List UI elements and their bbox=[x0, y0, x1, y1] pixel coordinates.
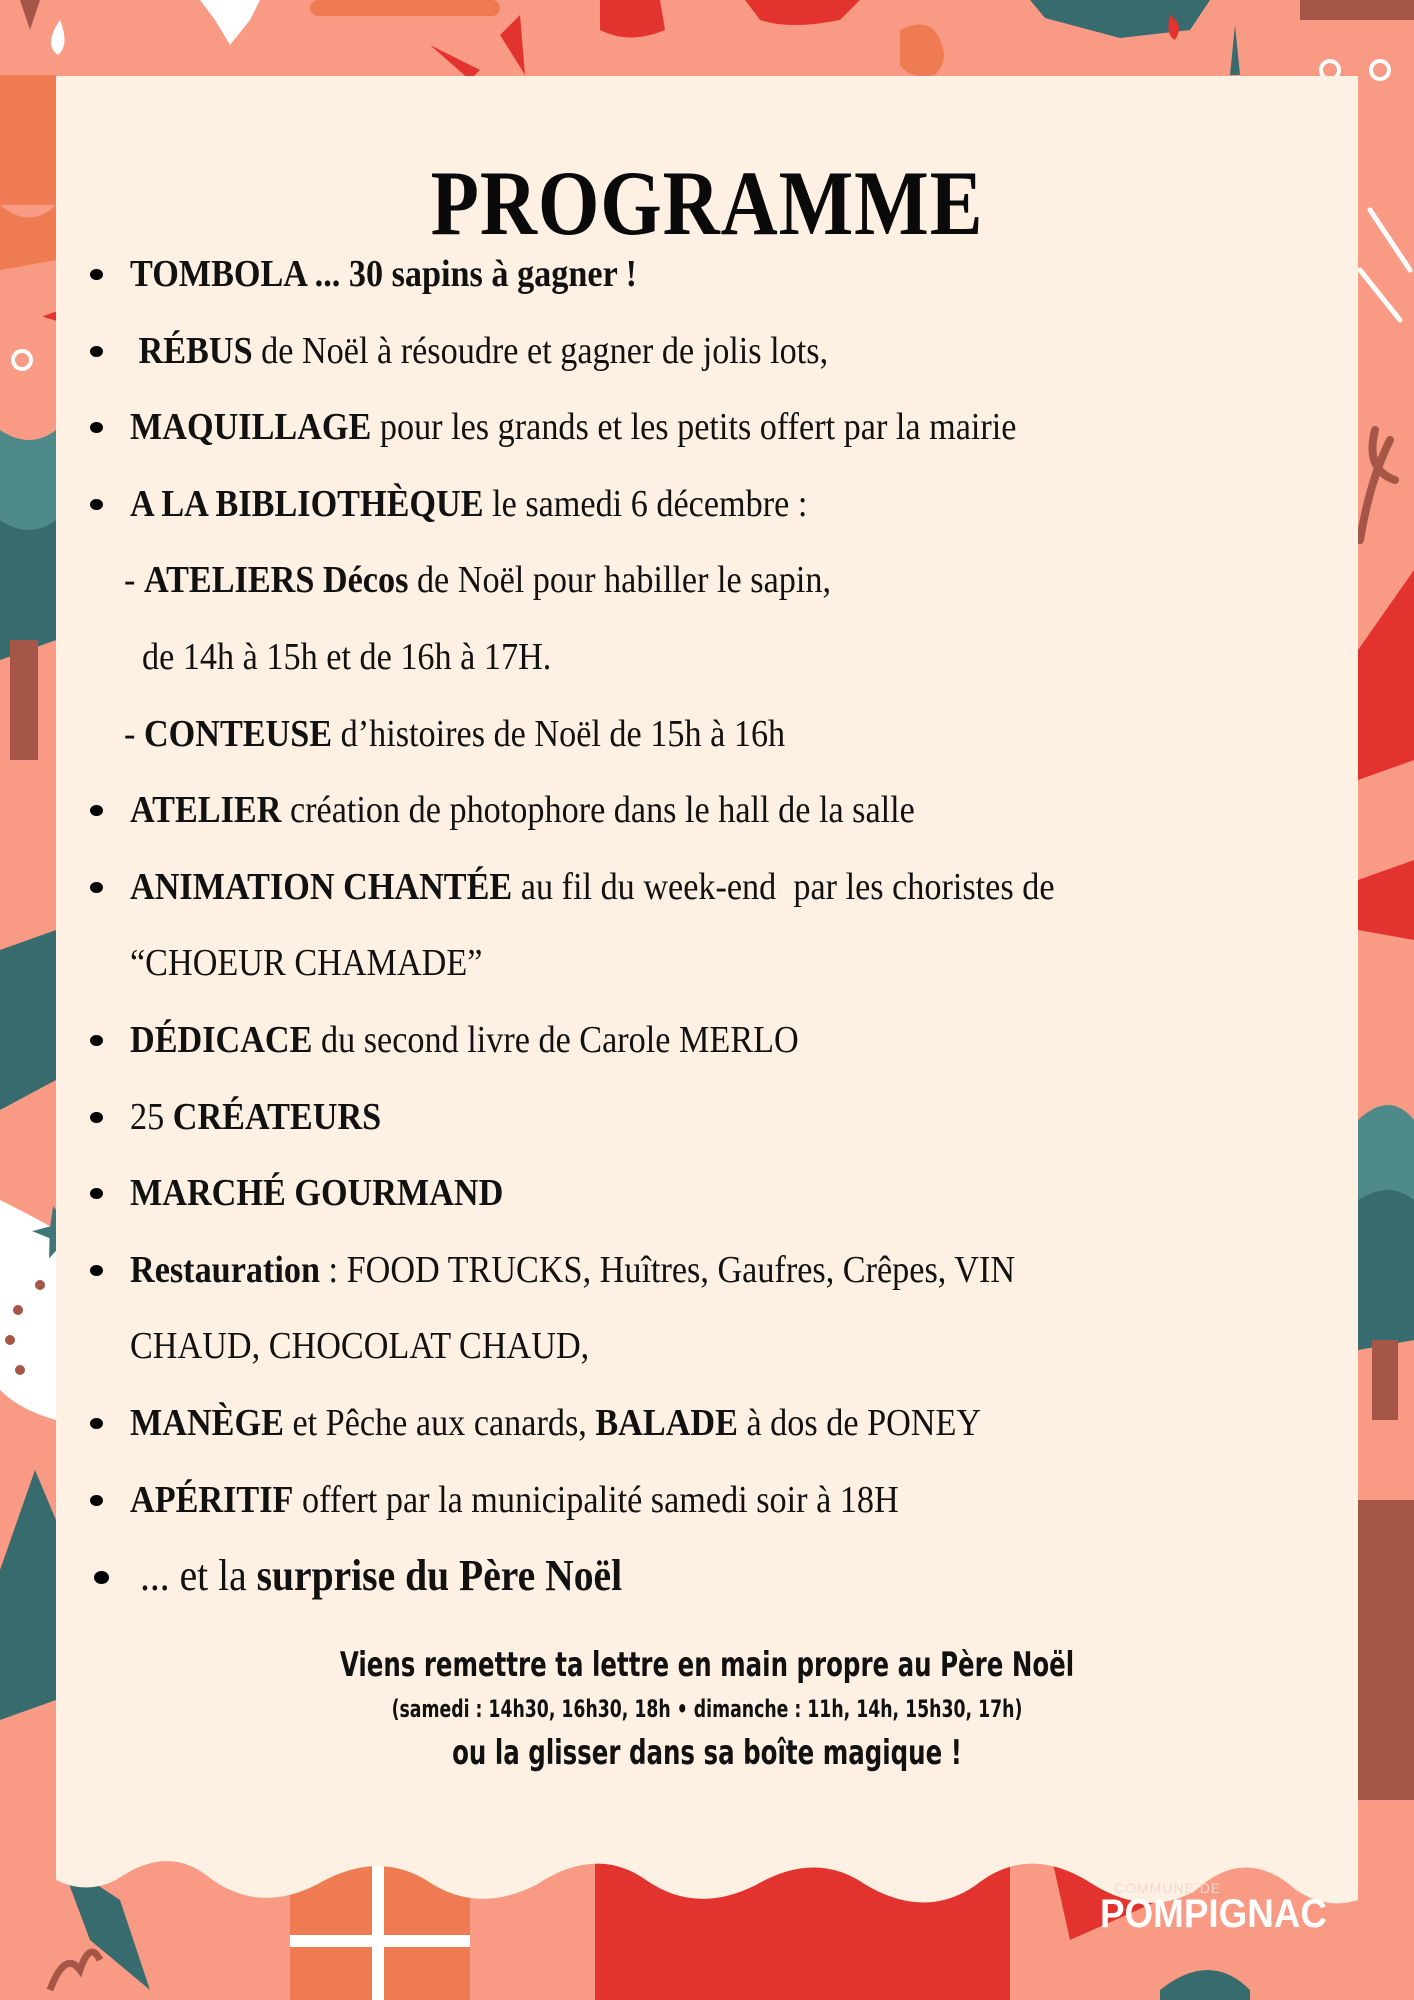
item-highlight: TOMBOLA ... 30 sapins à gagner ! bbox=[130, 253, 638, 295]
item-highlight: ATELIER bbox=[130, 789, 282, 832]
logo-name: POMPIGNAC bbox=[1100, 1892, 1327, 1936]
list-item-aperitif bbox=[82, 1462, 1342, 1539]
item-text: : FOOD TRUCKS, Huîtres, Gaufres, Crêpes, VIN bbox=[319, 1248, 1016, 1291]
item-highlight: BALADE bbox=[595, 1401, 738, 1444]
list-subitem-conteuse bbox=[82, 696, 1342, 773]
list-subitem-continuation bbox=[82, 619, 1342, 696]
item-highlight: CONTEUSE bbox=[143, 712, 333, 755]
item-highlight: ATELIERS Décos bbox=[143, 559, 409, 602]
item-highlight: MARCHÉ GOURMAND bbox=[130, 1172, 504, 1215]
list-item-surprise bbox=[82, 1538, 1342, 1615]
list-item-createurs bbox=[82, 1079, 1342, 1156]
notice-magic-box: ou la glisser dans sa boîte magique ! bbox=[452, 1733, 962, 1773]
item-text: au fil du week-end par les choristes de bbox=[512, 865, 1055, 908]
item-text: de Noël à résoudre et gagner de jolis lots, bbox=[252, 329, 829, 372]
page-title: PROGRAMME bbox=[430, 151, 984, 254]
item-highlight: ANIMATION CHANTÉE bbox=[130, 865, 513, 908]
item-highlight: Restauration bbox=[130, 1248, 320, 1291]
item-highlight: APÉRITIF bbox=[130, 1478, 294, 1521]
list-item-tombola bbox=[82, 236, 1342, 313]
list-item-continuation bbox=[82, 925, 1342, 1002]
list-subitem-ateliers-decos bbox=[82, 542, 1342, 619]
item-text: “CHOEUR CHAMADE” bbox=[130, 942, 483, 985]
item-highlight: MANÈGE bbox=[130, 1401, 284, 1444]
list-item-bibliotheque bbox=[82, 466, 1342, 543]
item-prefix: - bbox=[124, 559, 144, 602]
list-item-maquillage bbox=[82, 389, 1342, 466]
list-item-rebus bbox=[82, 313, 1342, 390]
item-text: du second livre de Carole MERLO bbox=[312, 1018, 799, 1061]
item-highlight: DÉDICACE bbox=[130, 1018, 313, 1061]
item-prefix: ... et la bbox=[140, 1551, 257, 1601]
list-item-manege bbox=[82, 1385, 1342, 1462]
list-item-atelier bbox=[82, 772, 1342, 849]
pompignac-logo bbox=[1100, 1880, 1347, 1936]
list-item-restauration bbox=[82, 1232, 1342, 1309]
item-text: offert par la municipalité samedi soir à 18H bbox=[293, 1478, 899, 1521]
item-text: pour les grands et les petits offert par la mairie bbox=[371, 406, 1017, 449]
item-text: le samedi 6 décembre : bbox=[483, 482, 808, 525]
item-highlight: RÉBUS bbox=[130, 329, 253, 372]
item-highlight: A LA BIBLIOTHÈQUE bbox=[130, 482, 484, 525]
notice-schedule: (samedi : 14h30, 16h30, 18h • dimanche : 11h, 14h, 15h30, 17h) bbox=[391, 1695, 1023, 1723]
item-text: à dos de PONEY bbox=[737, 1401, 982, 1444]
list-item-marche bbox=[82, 1155, 1342, 1232]
item-text: d’histoires de Noël de 15h à 16h bbox=[332, 712, 786, 755]
santa-letter-notice bbox=[0, 1640, 1414, 1778]
program-list bbox=[82, 236, 1342, 1615]
list-item-continuation bbox=[82, 1308, 1342, 1385]
item-highlight: surprise du Père Noël bbox=[256, 1551, 623, 1601]
item-prefix: 25 bbox=[130, 1095, 173, 1138]
logo-subtitle: COMMUNE DE bbox=[1114, 1880, 1222, 1896]
item-text: de Noël pour habiller le sapin, bbox=[408, 559, 832, 602]
item-text: création de photophore dans le hall de la salle bbox=[281, 789, 915, 832]
notice-headline: Viens remettre ta lettre en main propre au Père Noël bbox=[339, 1645, 1075, 1685]
item-text: et Pêche aux canards, bbox=[283, 1401, 596, 1444]
item-text: CHAUD, CHOCOLAT CHAUD, bbox=[130, 1325, 590, 1368]
item-highlight: CRÉATEURS bbox=[172, 1095, 382, 1138]
item-prefix: - bbox=[124, 712, 144, 755]
list-item-animation bbox=[82, 849, 1342, 926]
item-highlight: MAQUILLAGE bbox=[130, 406, 372, 449]
item-text: de 14h à 15h et de 16h à 17H. bbox=[142, 635, 552, 678]
list-item-dedicace bbox=[82, 1002, 1342, 1079]
